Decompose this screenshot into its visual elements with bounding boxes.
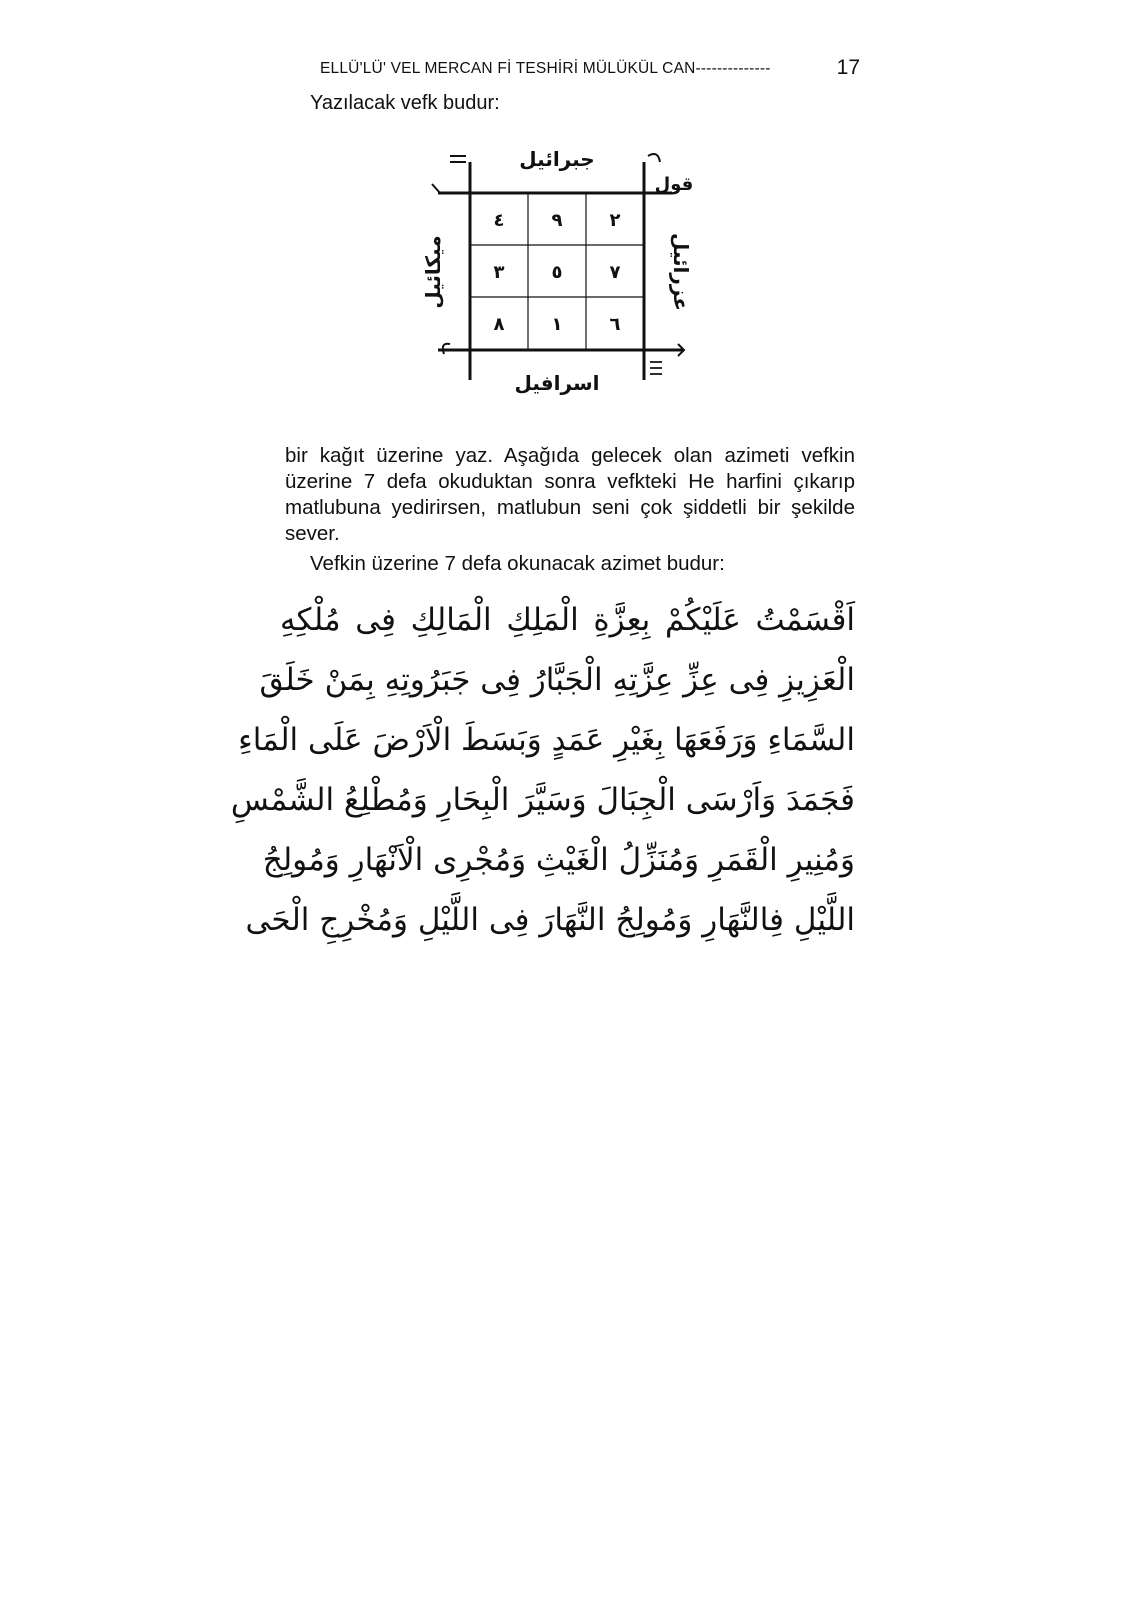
azimet-intro: Vefkin üzerine 7 defa okunacak azimet budur: [310,552,725,575]
intro-line: Yazılacak vefk budur: [310,92,500,114]
page-number: 17 [836,56,860,79]
vefk-figure [410,140,720,410]
azimet-line: اَقْسَمْتُ عَلَيْكُمْ بِعِزَّةِ الْمَلِكِ الْمَالِكِ فِى مُلْكِهِ [280,602,855,638]
vefk-cell: ٩ [551,210,563,231]
angel-name-top-right: قول [654,174,694,195]
vefk-cell: ٦ [609,314,621,335]
corner-mark [450,156,466,162]
azimet-text [230,590,855,950]
azimet-line: وَمُنِيرِ الْقَمَرِ وَمُنَزِّلُ الْغَيْثِ وَمُجْرِى الْاَنْهَارِ وَمُولِجُ [262,842,855,878]
running-title: ELLÜ'LÜ' VEL MERCAN Fİ TESHİRİ MÜLÜKÜL CAN-------------- [320,60,771,77]
angel-name-right: عزرائيل [669,233,693,311]
angel-name-top: جبرائيل [519,147,595,171]
corner-mark [650,362,662,374]
vefk-cell: ٣ [493,262,505,283]
angel-name-left: ميكائيل [421,235,445,309]
azimet-line: اللَّيْلِ فِالنَّهَارِ وَمُولِجُ النَّهَارَ فِى اللَّيْلِ وَمُخْرِجِ الْحَى [245,902,855,938]
azimet-line: السَّمَاءِ وَرَفَعَهَا بِغَيْرِ عَمَدٍ وَبَسَطَ الْاَرْضَ عَلَى الْمَاءِ [238,722,855,758]
vefk-cell: ١ [551,314,563,335]
vefk-cell: ٤ [493,210,505,231]
vefk-cell: ٢ [609,210,621,231]
vefk-cell: ٥ [551,262,563,283]
page-header [320,56,860,86]
corner-mark [648,154,660,162]
corner-mark [432,184,440,193]
paragraph-text: bir kağıt üzerine yaz. Aşağıda gelecek olan azimeti vefkin üzerine 7 defa okuduktan sonra vefkteki He harfini çıkarıp matlubuna yedirirsen, matlubun seni çok şiddetli bir şekilde sever. [285,444,855,545]
vefk-cell: ٧ [609,262,621,283]
vefk-diagram [410,140,720,410]
azimet-line: الْعَزِيزِ فِى عِزِّ عِزَّتِهِ الْجَبَّارُ فِى جَبَرُوتِهِ بِمَنْ خَلَقَ [259,662,855,698]
body-paragraph [285,443,855,547]
angel-name-bottom: اسرافيل [514,371,600,395]
vefk-cell: ٨ [493,314,505,335]
azimet-line: فَجَمَدَ وَاَرْسَى الْجِبَالَ وَسَيَّرَ الْبِحَارِ وَمُطْلِعُ الشَّمْسِ [230,782,855,818]
